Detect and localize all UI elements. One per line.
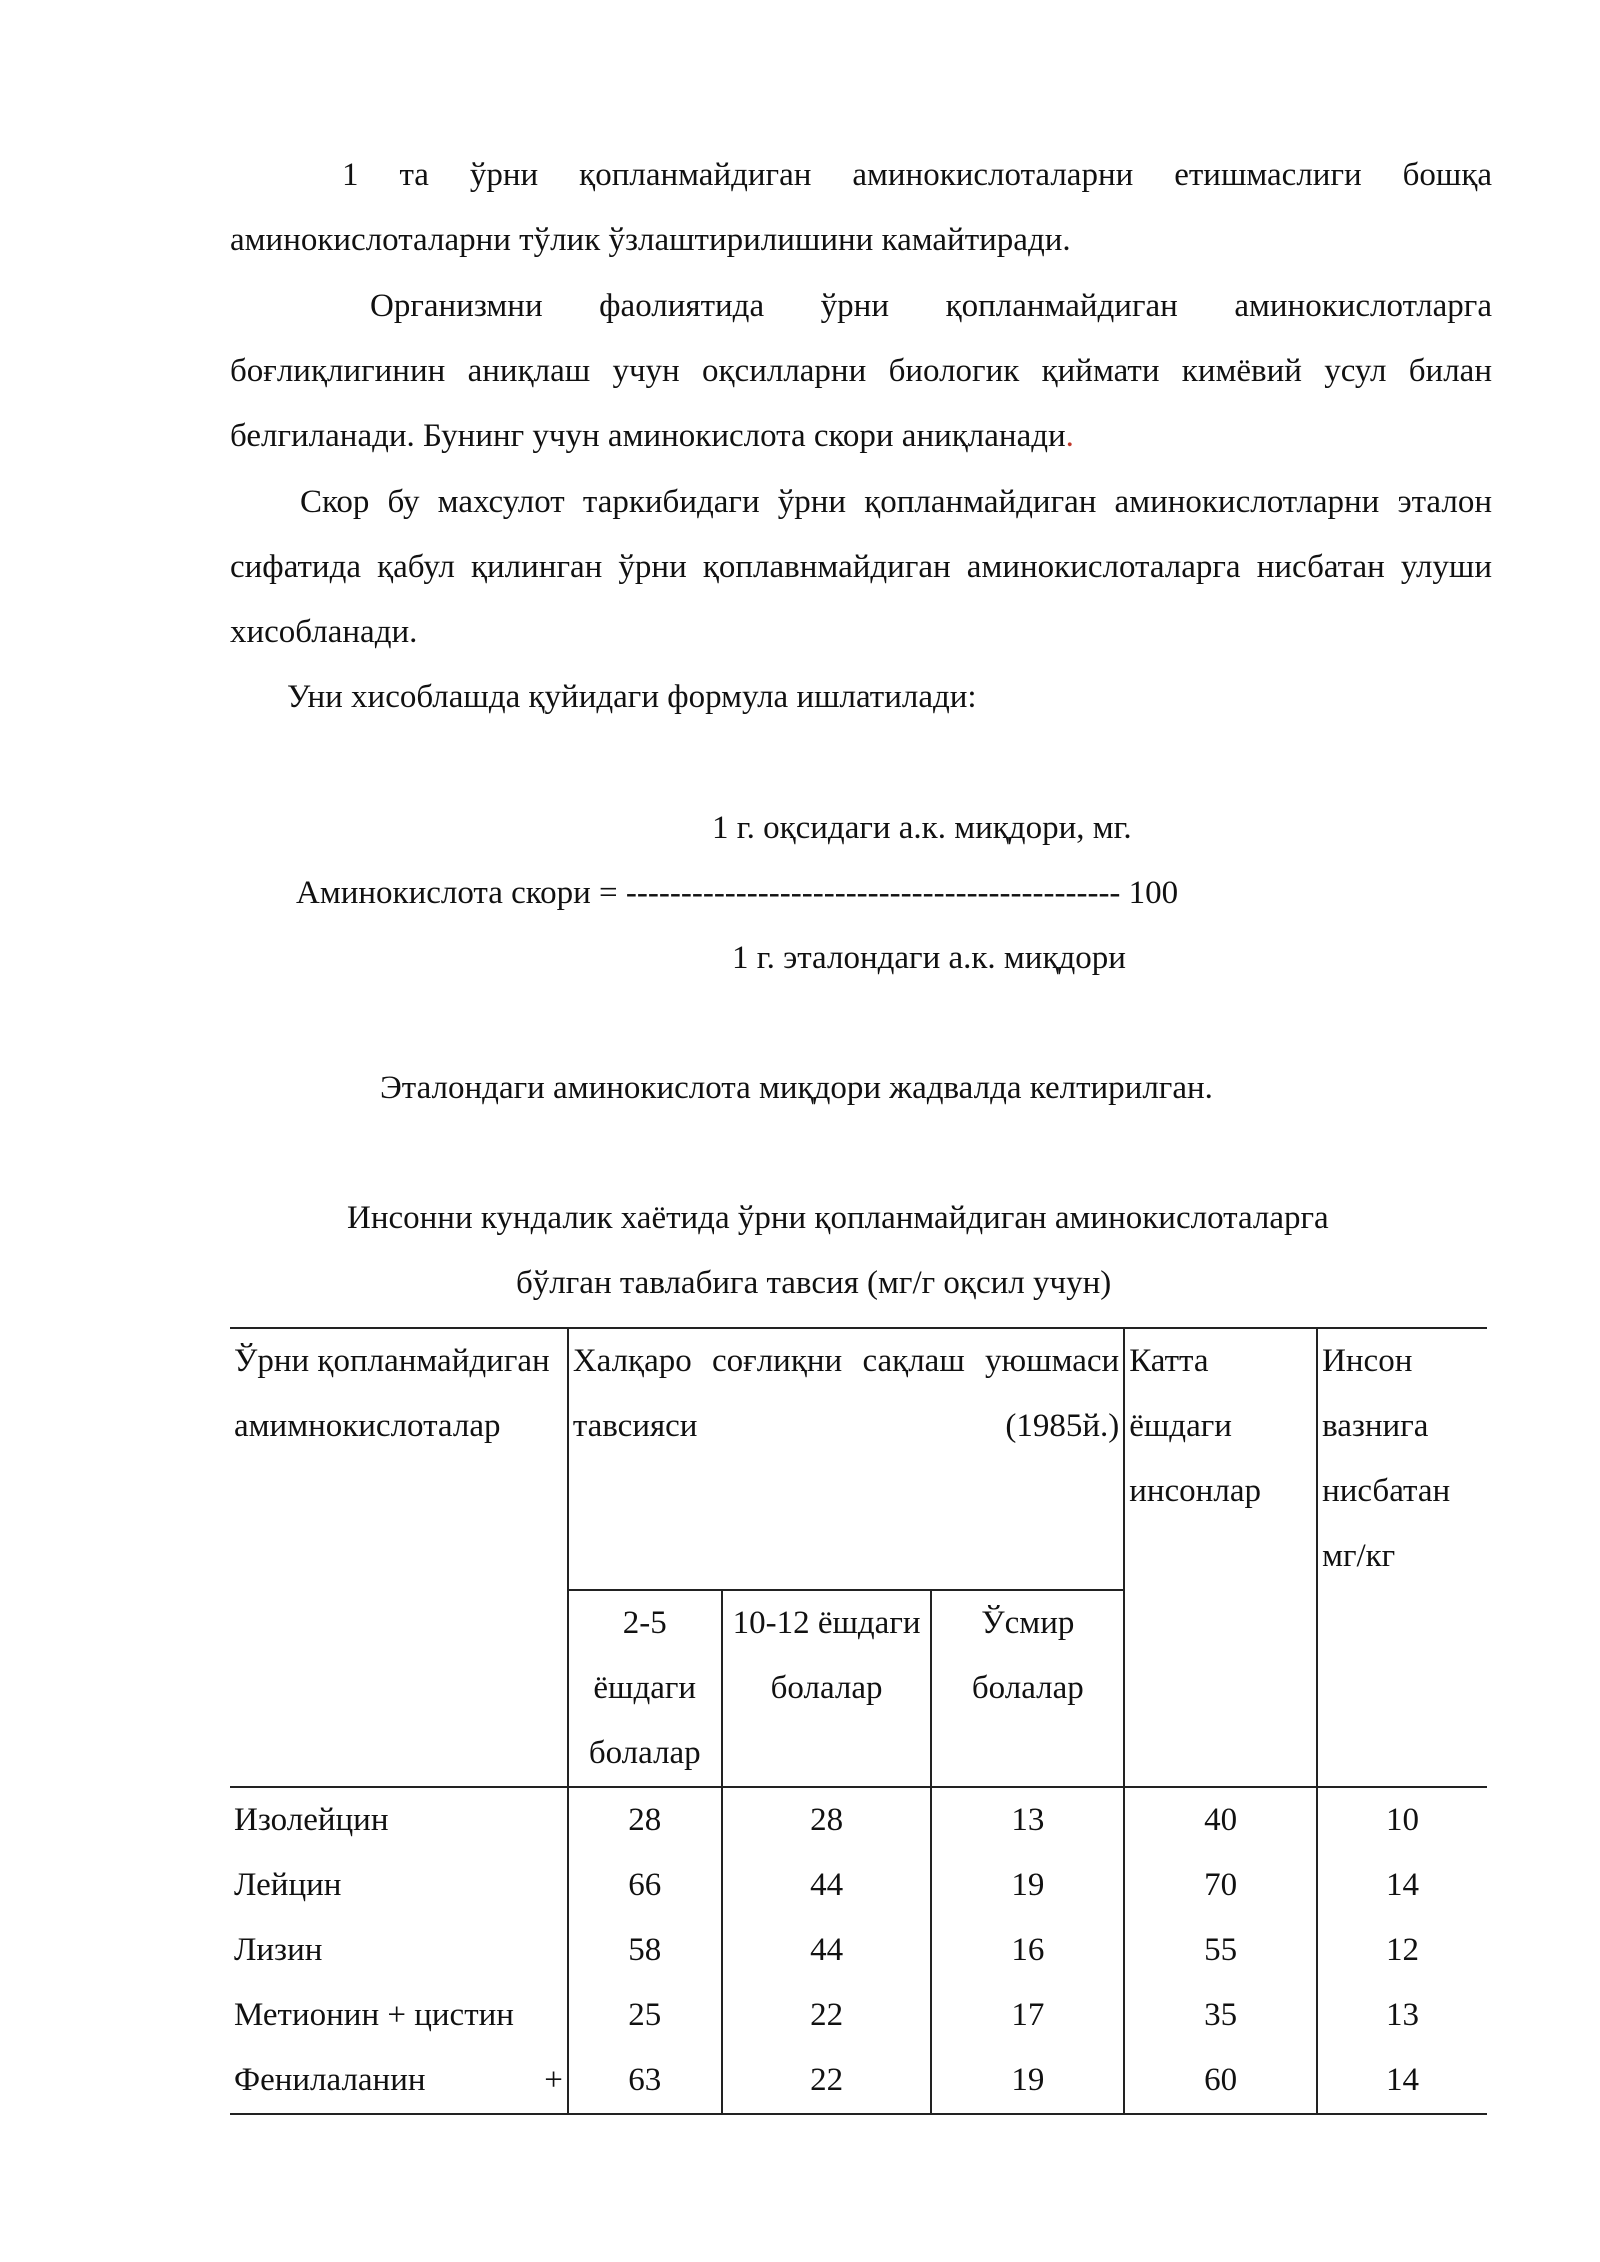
cell-age-10-12: 28 [722, 1787, 932, 1853]
cell-per-weight: 13 [1317, 1983, 1487, 2048]
table-row [230, 1983, 1487, 2048]
cell-teens: 16 [931, 1918, 1124, 1983]
cell-age-10-12: 44 [722, 1853, 932, 1918]
cell-adults: 60 [1124, 2048, 1317, 2114]
paragraph-2-end: . [1065, 418, 1074, 454]
table-caption-line-1: Инсонни кундалик хаётида ўрни қопланмайдиган аминокислоталарга [347, 1200, 1329, 1236]
header-per-weight: Инсон вазнига нисбатан мг/кг [1317, 1328, 1487, 1786]
table-row [230, 1918, 1487, 1983]
table-row [230, 1787, 1487, 1853]
header-age-2-5: 2-5 ёшдаги болалар [568, 1590, 722, 1786]
paragraph-2-text: Организмни фаолиятида ўрни қопланмайдиган аминокислотларга боғлиқлигинин аниқлаш учун оқсилларни биологик қиймати кимёвий усул билан белгиланади. Бунинг учун аминокислота скори аниқланади [230, 288, 1492, 454]
cell-per-weight: 12 [1317, 1918, 1487, 1983]
row-name: Лейцин [234, 1867, 342, 1903]
header-adults: Катта ёшдаги инсонлар [1124, 1328, 1317, 1786]
header-who: Халқаро соғлиқни сақлаш уюшмаси тавсияси (1985й.) [568, 1328, 1124, 1590]
row-name-suffix: + [544, 2062, 563, 2098]
header-amino-acids: Ўрни қопланмайдиган амимнокислоталар [230, 1328, 568, 1786]
cell-teens: 19 [931, 2048, 1124, 2114]
formula-main: Аминокислота скори = --------------------------------------------- 100 [296, 875, 1179, 911]
cell-teens: 17 [931, 1983, 1124, 2048]
row-name [230, 2048, 568, 2114]
row-name-text: Фенилаланин [234, 2062, 426, 2098]
row-name: Метионин + цистин [234, 1997, 514, 2033]
cell-adults: 55 [1124, 1918, 1317, 1983]
cell-age-10-12: 44 [722, 1918, 932, 1983]
row-name: Изолейцин [234, 1802, 389, 1838]
cell-adults: 40 [1124, 1787, 1317, 1853]
cell-adults: 35 [1124, 1983, 1317, 2048]
cell-teens: 13 [931, 1787, 1124, 1853]
header-teens: Ўсмир болалар [931, 1590, 1124, 1786]
table-row [230, 1853, 1487, 1918]
row-name: Лизин [234, 1932, 323, 1968]
header-age-10-12: 10-12 ёшдаги болалар [722, 1590, 932, 1786]
paragraph-1: 1 та ўрни қопланмайдиган аминокислоталарни етишмаслиги бошқа аминокислоталарни тўлик ўзлаштирилишини камайтиради. [230, 157, 1492, 258]
cell-teens: 19 [931, 1853, 1124, 1918]
cell-per-weight: 14 [1317, 2048, 1487, 2114]
amino-acid-table [230, 1327, 1487, 2115]
reference-note: Эталондаги аминокислота миқдори жадвалда келтирилган. [380, 1070, 1213, 1106]
paragraph-2 [230, 274, 1492, 469]
paragraph-4: Уни хисоблашда қуйидаги формула ишлатилади: [287, 679, 977, 715]
formula-denominator: 1 г. эталондаги а.к. миқдори [732, 940, 1126, 976]
cell-age-2-5: 58 [568, 1918, 722, 1983]
cell-age-2-5: 25 [568, 1983, 722, 2048]
table-row [230, 2048, 1487, 2114]
cell-age-2-5: 66 [568, 1853, 722, 1918]
cell-adults: 70 [1124, 1853, 1317, 1918]
formula-numerator: 1 г. оқсидаги а.к. миқдори, мг. [712, 810, 1132, 846]
table-caption-line-2: бўлган тавлабига тавсия (мг/г оқсил учун) [516, 1265, 1112, 1301]
cell-age-10-12: 22 [722, 1983, 932, 2048]
cell-per-weight: 14 [1317, 1853, 1487, 1918]
cell-age-10-12: 22 [722, 2048, 932, 2114]
cell-age-2-5: 63 [568, 2048, 722, 2114]
cell-age-2-5: 28 [568, 1787, 722, 1853]
paragraph-3: Скор бу махсулот таркибидаги ўрни қопланмайдиган аминокислотларни эталон сифатида қабул қилинган ўрни қоплавнмайдиган аминокислоталарга нисбатан улуши хисобланади. [230, 484, 1492, 650]
cell-per-weight: 10 [1317, 1787, 1487, 1853]
